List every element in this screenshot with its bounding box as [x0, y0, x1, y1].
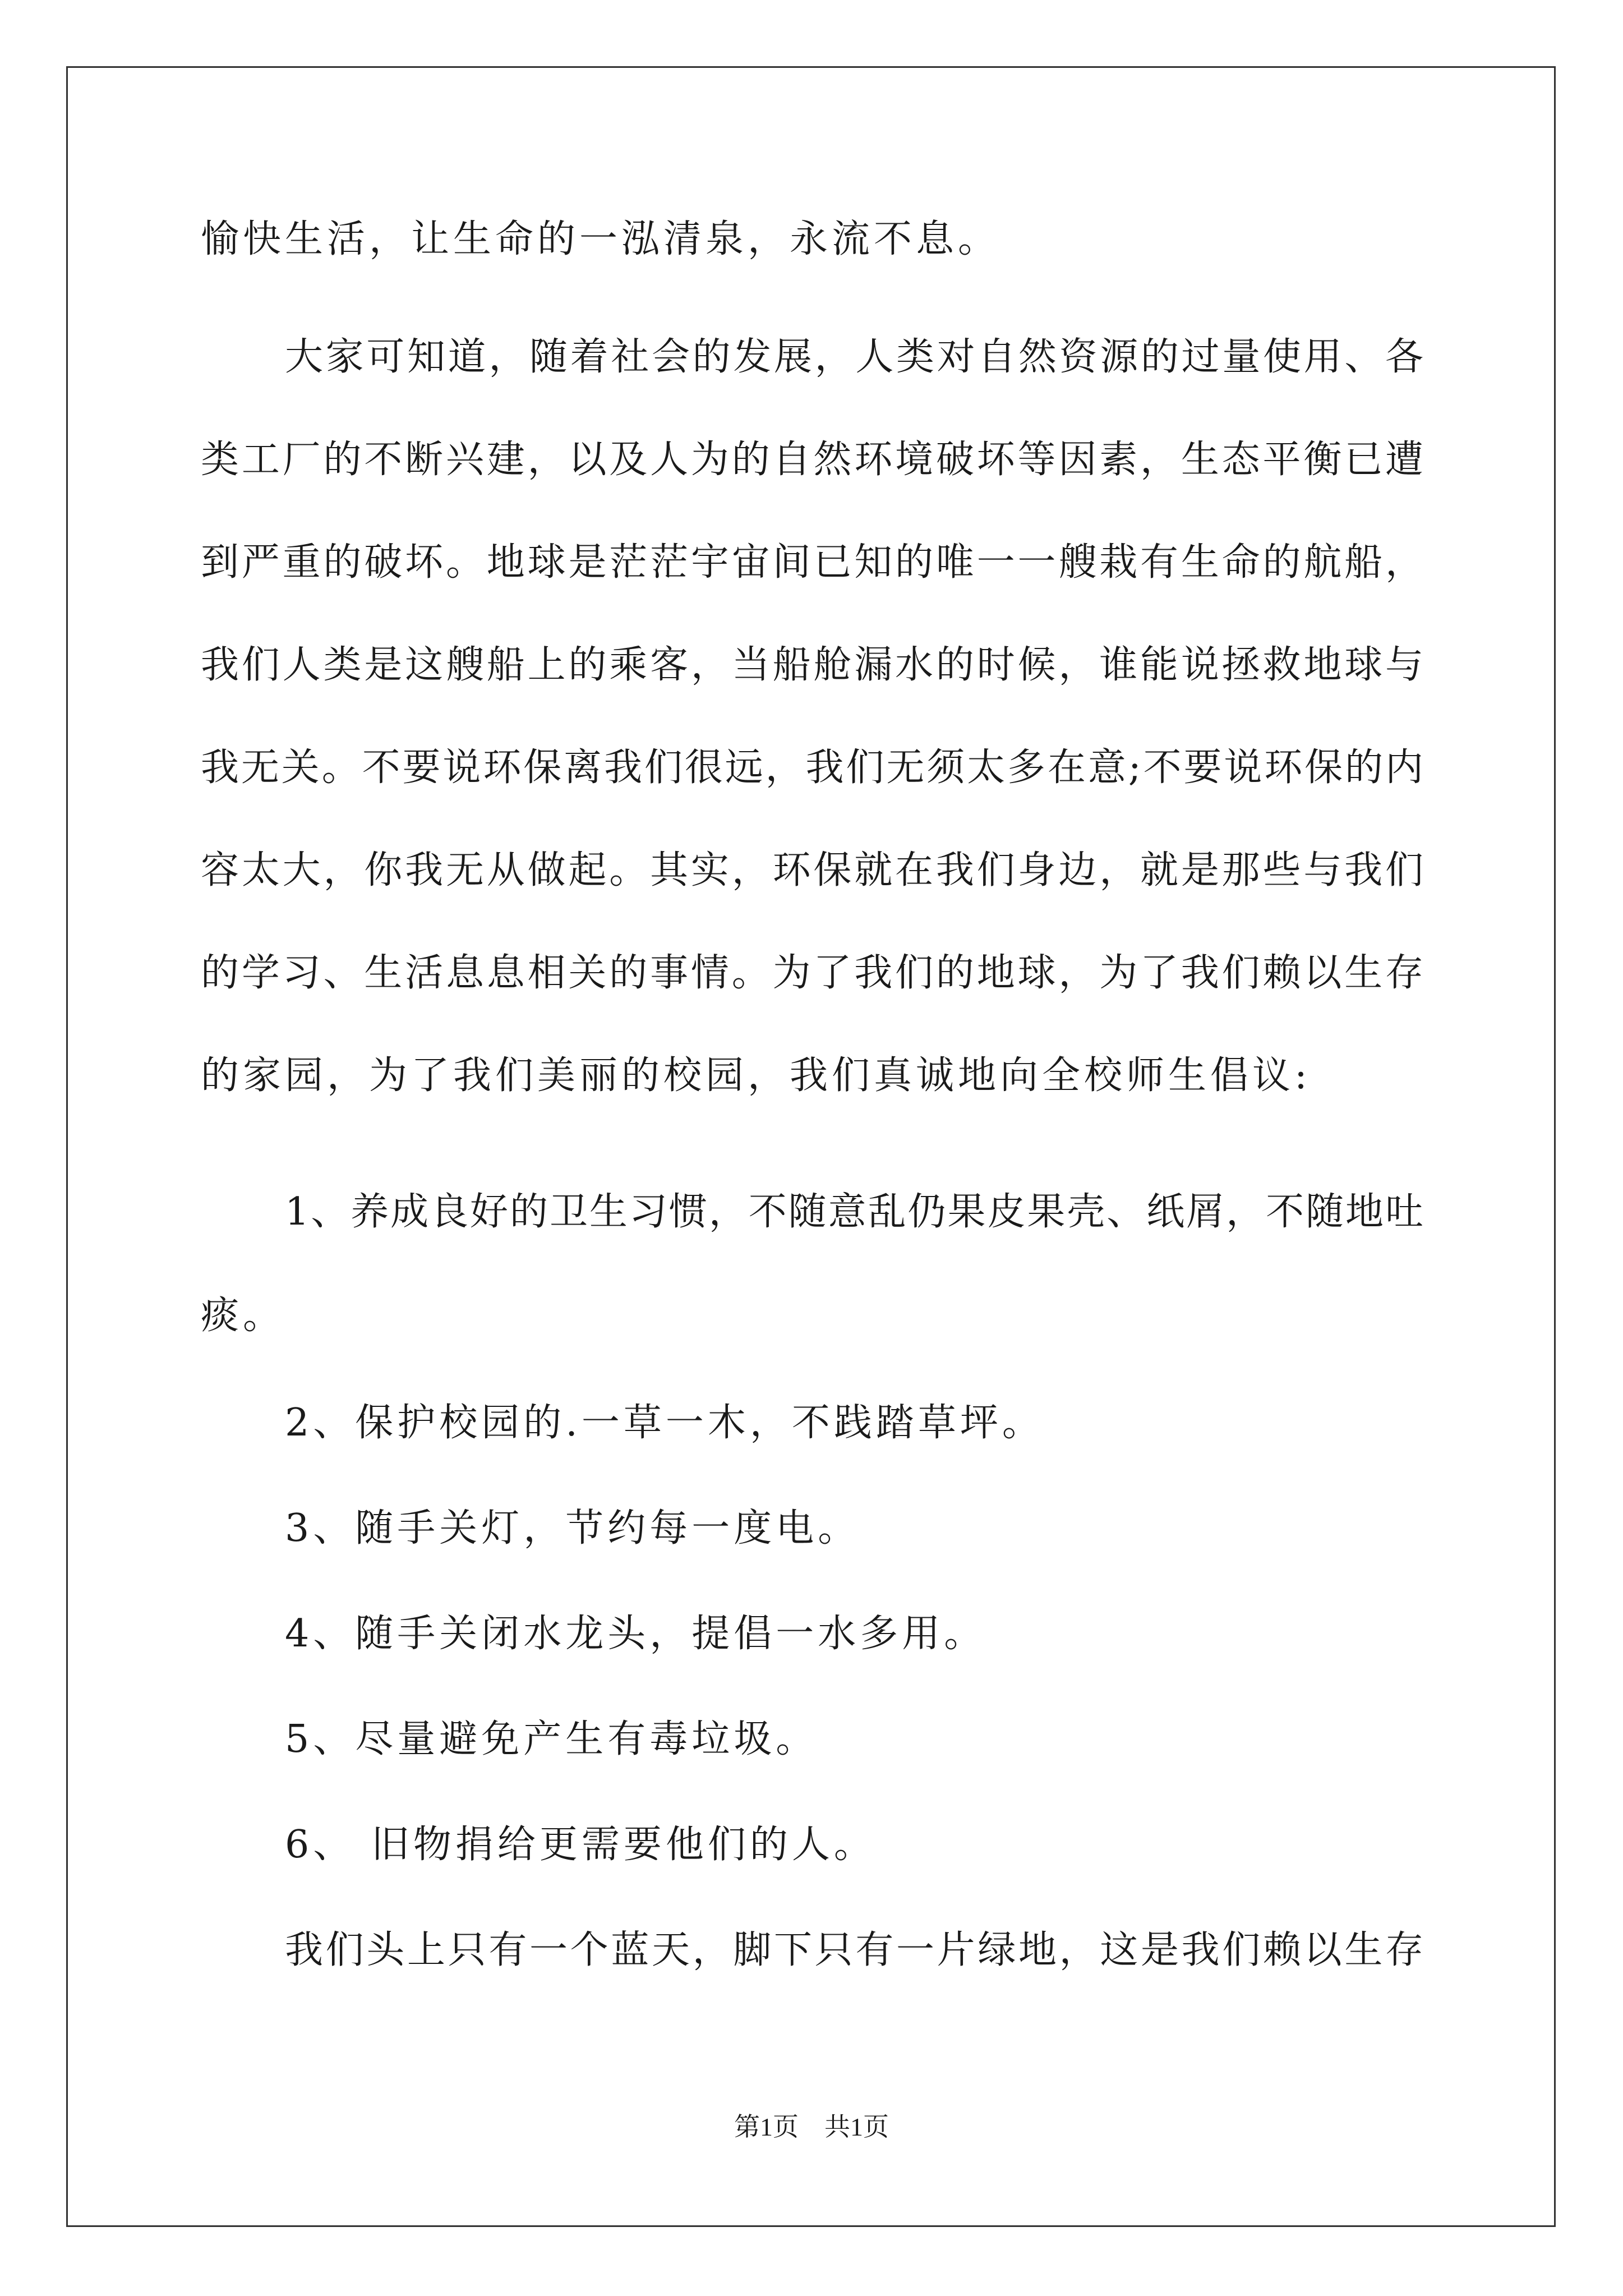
paragraph-line-8: 的学习、生活息息相关的事情。为了我们的地球，为了我们赖以生存 [201, 951, 1423, 995]
paragraph-line-9: 的家园，为了我们美丽的校园，我们真诚地向全校师生倡议: [201, 1053, 1311, 1098]
closing-paragraph-line-1: 我们头上只有一个蓝天，脚下只有一片绿地，这是我们赖以生存 [285, 1928, 1423, 1972]
paragraph-line-2: 大家可知道，随着社会的发展，人类对自然资源的过量使用、各 [285, 335, 1423, 379]
list-item-6: 6、 旧物捐给更需要他们的人。 [285, 1823, 876, 1867]
list-item-1-line-2: 痰。 [201, 1294, 285, 1338]
list-item-1-line-1: 1、养成良好的卫生习惯，不随意乱仍果皮果壳、纸屑，不随地吐 [285, 1190, 1423, 1234]
paragraph-line-3: 类工厂的不断兴建，以及人为的自然环境破坏等因素，生态平衡已遭 [201, 438, 1423, 482]
list-item-2: 2、保护校园的.一草一木，不践踏草坪。 [285, 1401, 1044, 1445]
paragraph-line-6: 我无关。不要说环保离我们很远，我们无须太多在意;不要说环保的内 [201, 746, 1423, 790]
paragraph-line-7: 容太大，你我无从做起。其实，环保就在我们身边，就是那些与我们 [201, 848, 1423, 892]
list-item-5: 5、尽量避免产生有毒垃圾。 [285, 1717, 818, 1761]
list-item-4: 4、随手关闭水龙头，提倡一水多用。 [285, 1612, 986, 1656]
page-border [66, 66, 1556, 2227]
list-item-3: 3、随手关灯，节约每一度电。 [285, 1506, 860, 1550]
paragraph-line-5: 我们人类是这艘船上的乘客，当船舱漏水的时候，谁能说拯救地球与 [201, 643, 1423, 687]
page-number-footer: 第1页 共1页 [734, 2113, 889, 2141]
paragraph-line-4: 到严重的破坏。地球是茫茫宇宙间已知的唯一一艘栽有生命的航船， [201, 540, 1423, 585]
text-line-1: 愉快生活，让生命的一泓清泉，永流不息。 [201, 217, 1000, 261]
